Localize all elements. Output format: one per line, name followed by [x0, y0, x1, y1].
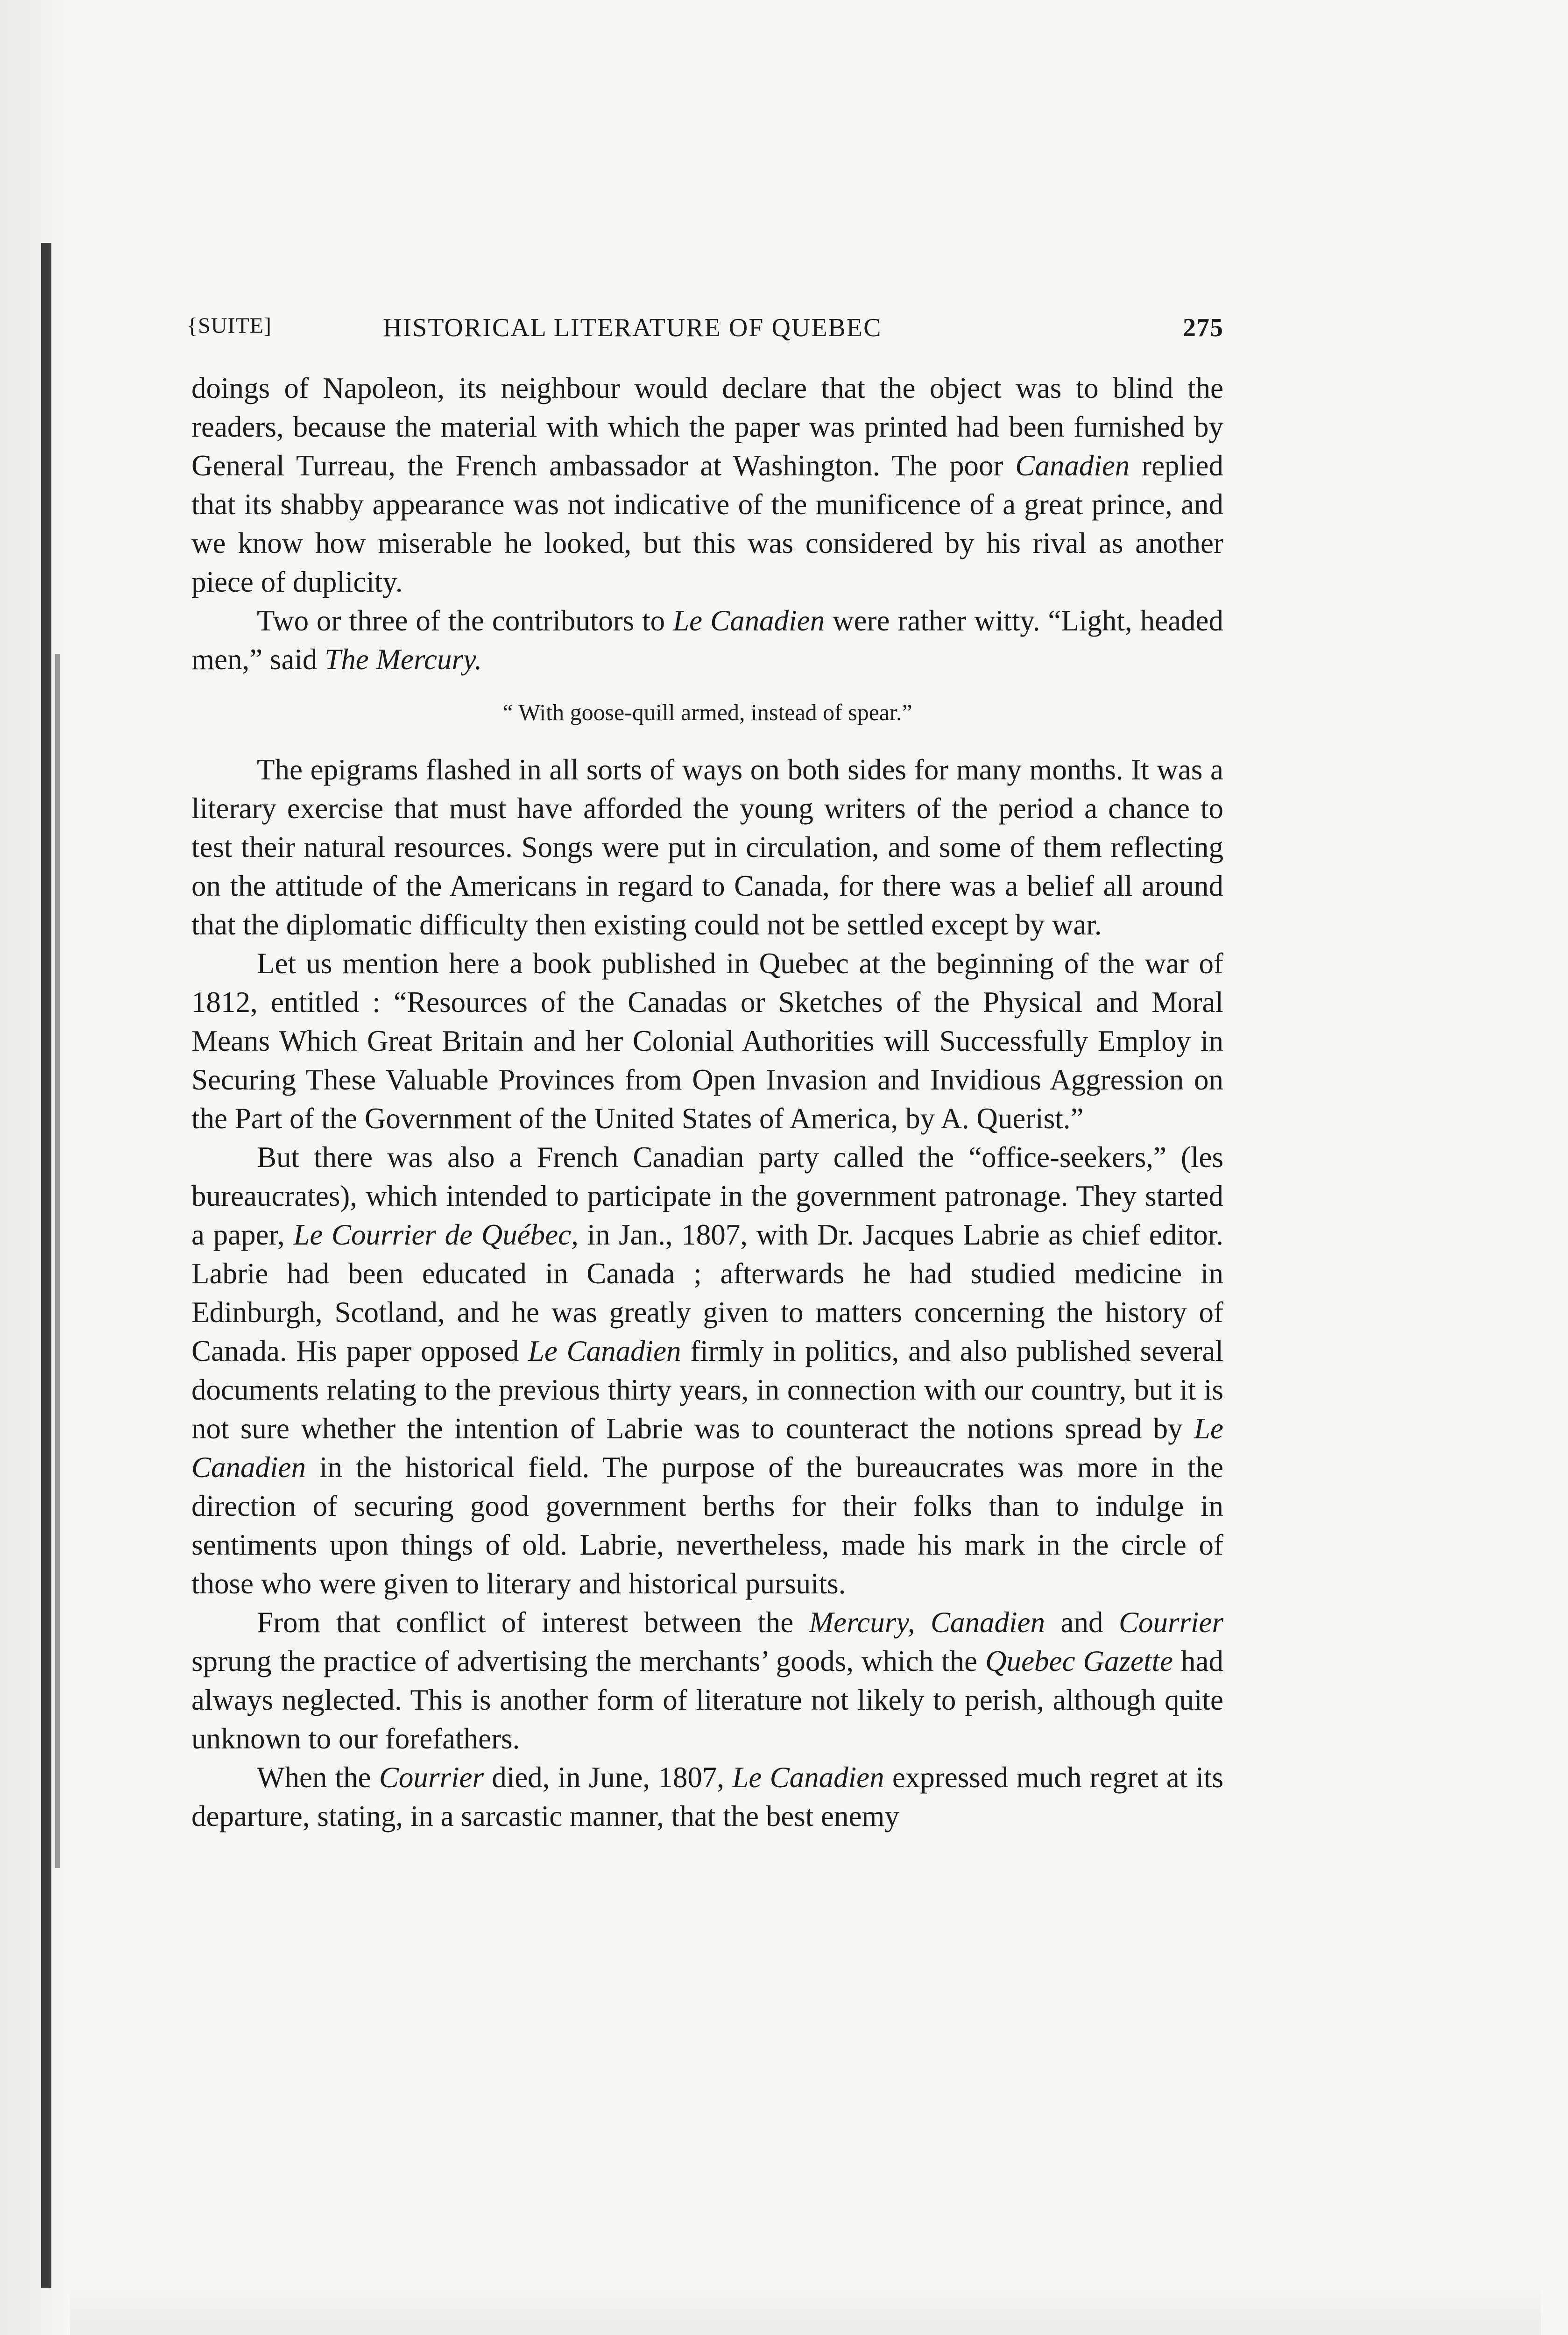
paragraph-text: When the [257, 1761, 371, 1794]
paragraph-text: Two or three of the contributors to [257, 604, 665, 637]
paragraph-text: firmly in politics, and also published several documents relating to the previous thirty years, in connection with our country, but it is not sure whether the intention of Labrie was to counteract the notions spread by [191, 1335, 1223, 1445]
paragraph-text: But there was also a French Canadian party called the “office-seekers,” (les bureaucrates), which intended to participate in the government patronage. They started a paper, [191, 1141, 1223, 1251]
paper-title: Courrier [1118, 1606, 1224, 1639]
paper-title: Le Canadien [732, 1761, 884, 1794]
paragraph-text: The poor [891, 449, 1003, 482]
paper-title: Le Canadien [191, 1412, 1224, 1484]
paragraph-text: From that conflict of interest between the [257, 1606, 794, 1639]
paragraph [191, 601, 1223, 679]
paper-title: Canadien [1015, 449, 1130, 482]
scan-smudge [70, 2284, 1541, 2335]
running-head [187, 313, 1223, 355]
paragraph-text: and [1060, 1606, 1103, 1639]
paragraph: The epigrams flashed in all sorts of ways on both sides for many months. It was a literary exercise that must have afforded the young writers of the period a chance to test their natural resources. Songs were put in circulation, and some of them reflecting on the attitude of the Americans in regard to Canada, for there was a belief all around that the diplomatic difficulty then existing could not be settled except by war. [191, 753, 1223, 941]
paragraph-text: replied that its shabby appearance was not indicative of the munificence of a great prince, and we know how miserable he looked, but this was considered by his rival as another piece of duplicity. [191, 449, 1224, 598]
paper-title: Mercury, Canadien [809, 1606, 1045, 1639]
page-body [191, 369, 1223, 1836]
block-quote: “ With goose-quill armed, instead of spear.” [502, 699, 912, 725]
binding-edge-line-secondary [55, 654, 60, 1868]
binding-edge-line [41, 243, 51, 2288]
paragraph [191, 1603, 1223, 1758]
paper-title: Quebec Gazette [985, 1645, 1173, 1677]
paragraph: Let us mention here a book published in Quebec at the beginning of the war of 1812, entitled : “Resources of the Canadas or Sketches of the Physical and Moral Means Which Great Britain and her Colonial Authorities will Successfully Employ in Securing These Valuable Provinces from Open Invasion and Invidious Aggression on the Part of the Government of the United States of America, by A. Querist.” [191, 947, 1223, 1135]
paragraph-text: in the historical field. The purpose of the bureaucrates was more in the direction of securing good government berths for their folks than to indulge in sentiments upon things of old. Labrie, nevertheless, made his mark in the circle of those who were given to literary and historical pursuits. [191, 1451, 1224, 1600]
paper-title: Le Canadien [528, 1335, 681, 1367]
paragraph [191, 1758, 1223, 1836]
paragraph-text: sprung the practice of advertising the merchants’ goods, which the [191, 1645, 978, 1677]
paragraph-text: in Jan., 1807, with Dr. Jacques Labrie as chief editor. Labrie had been educated in Canada ; afterwards he had studied medicine in Edinburgh, Scotland, and he was greatly given to matters concerning the history of Canada. His paper opposed [191, 1218, 1223, 1367]
paragraph [191, 369, 1223, 601]
paper-title: Courrier [379, 1761, 484, 1794]
paper-title: Le Canadien [673, 604, 825, 637]
paragraph-text: died, in June, 1807, [492, 1761, 725, 1794]
paragraph-text: had always neglected. This is another form of literature not likely to perish, although quite unknown to our forefathers. [191, 1645, 1224, 1755]
paper-title: Le Courrier de Québec, [293, 1218, 579, 1251]
paragraph [191, 1138, 1223, 1603]
paragraph-text: doings of Napoleon, its neighbour would declare that the object was to blind the readers, because the material with which the paper was printed had been furnished by General Turreau, the French ambassador at Washington. [191, 372, 1223, 482]
paragraph-text: were rather witty. “Light, headed men,” said [191, 604, 1223, 676]
running-title: HISTORICAL LITERATURE OF QUEBEC [383, 313, 882, 342]
section-marker: {SUITE] [187, 313, 272, 338]
paper-title: The Mercury. [325, 643, 482, 676]
paragraph-text: expressed much regret at its departure, stating, in a sarcastic manner, that the best enemy [191, 1761, 1224, 1833]
page-number: 275 [1183, 313, 1223, 342]
